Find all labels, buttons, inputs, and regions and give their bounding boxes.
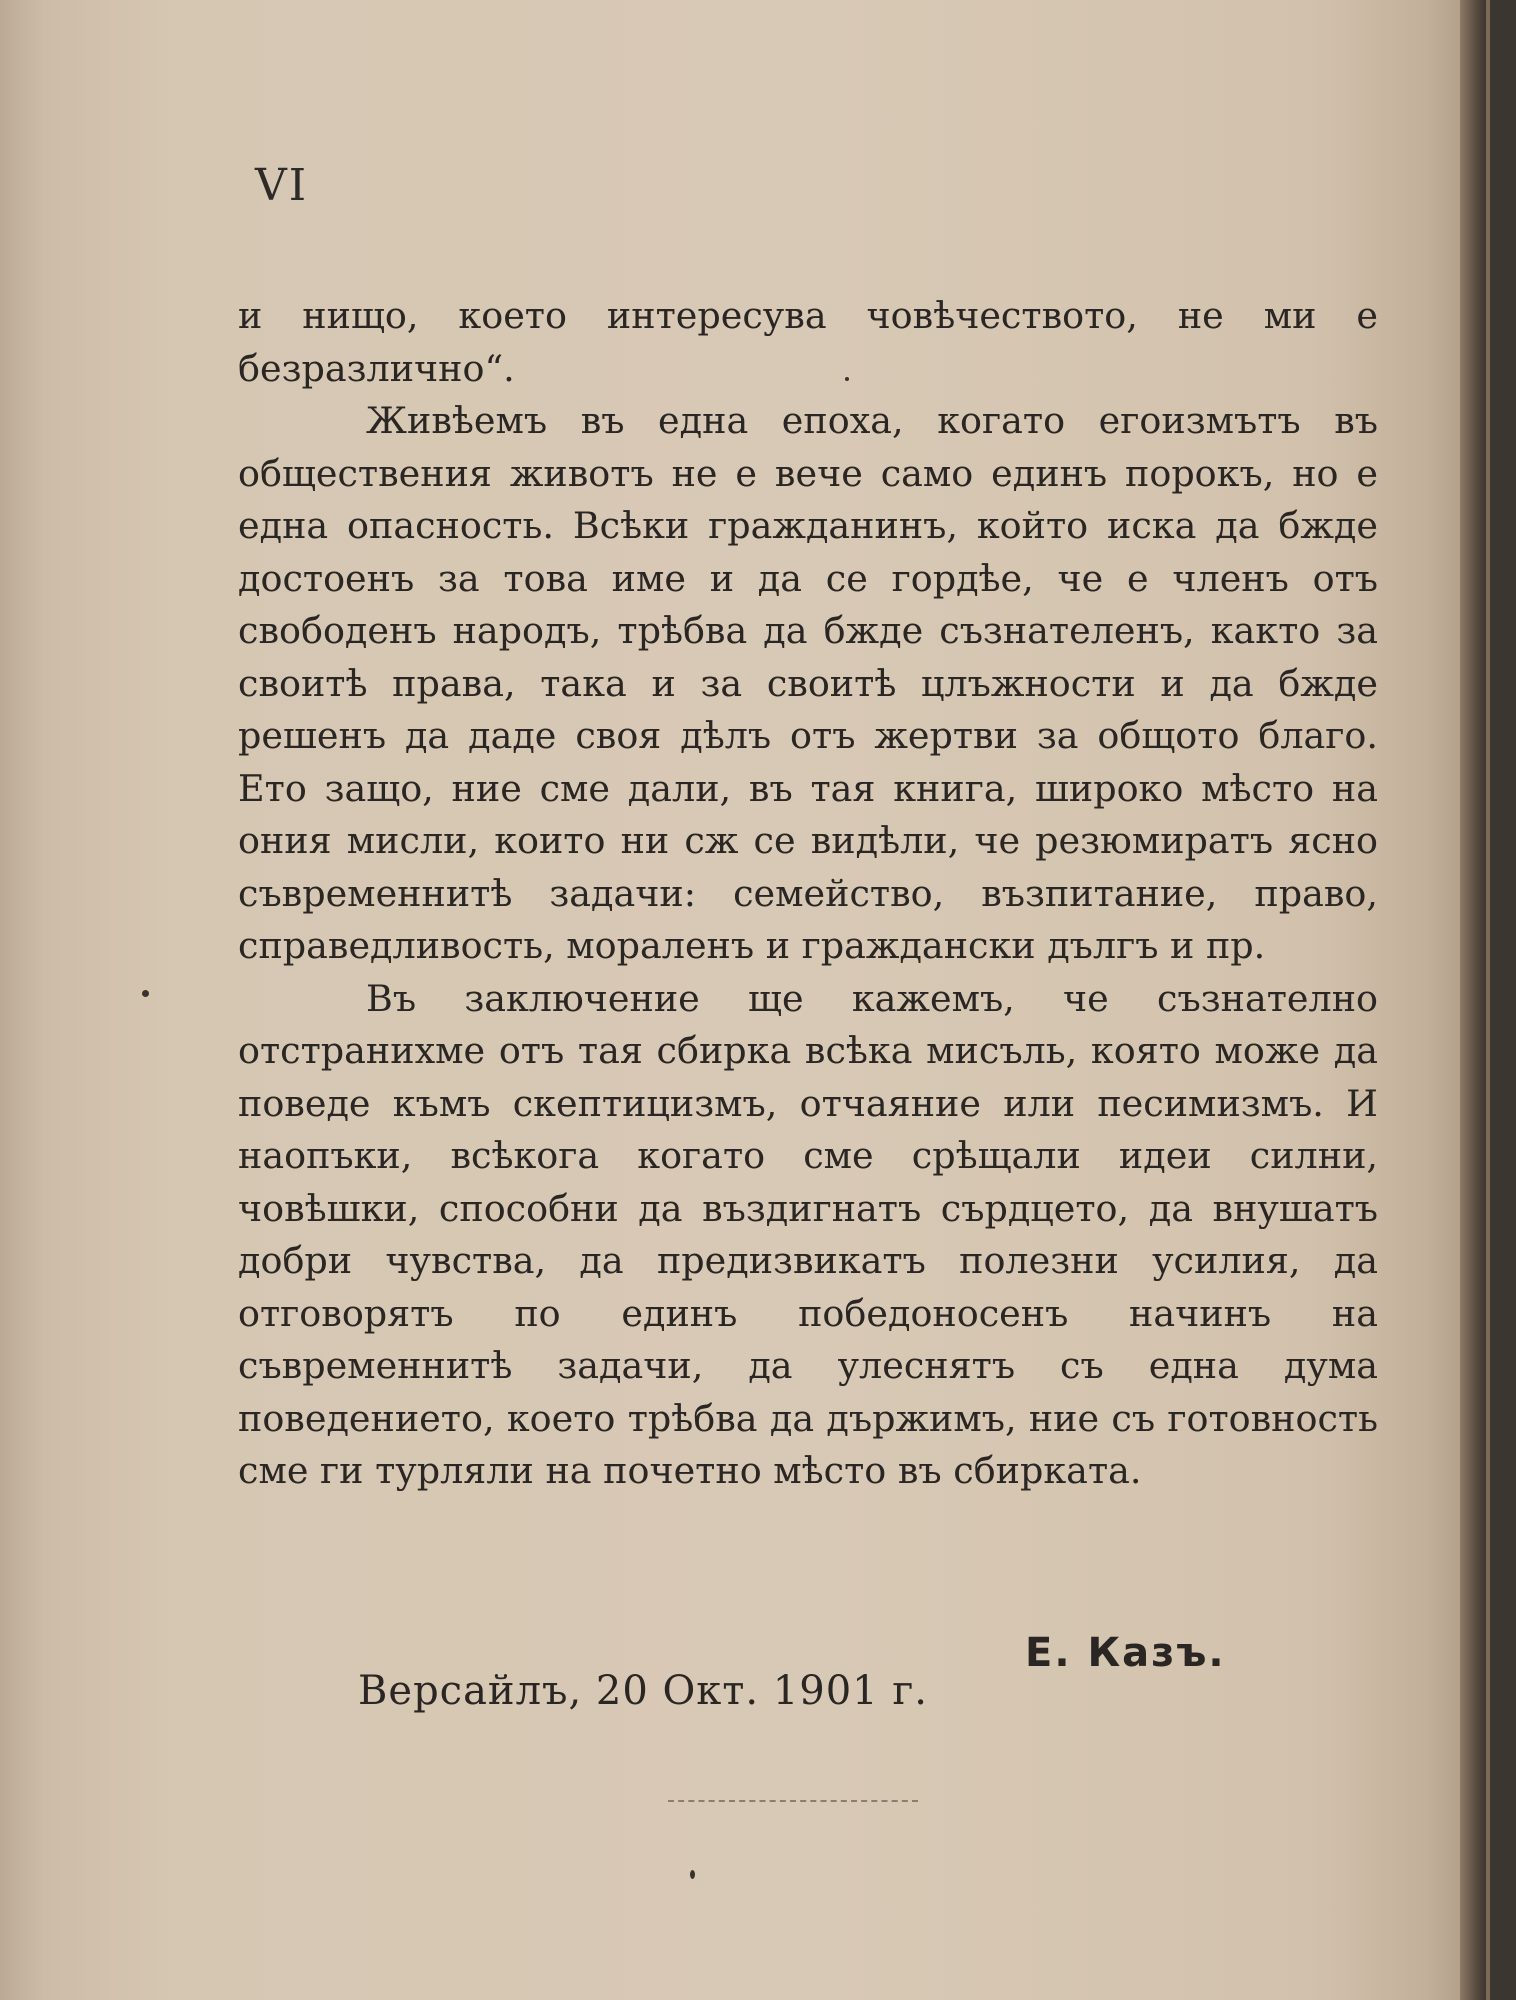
- ink-speck: [845, 377, 849, 381]
- paragraph: Въ заключение ще кажемъ, че съзнателно отстранихме отъ тая сбирка всѣка мисъль, която може да поведе къмъ скептицизмъ, отчаяние или песимизмъ. И наопъки, всѣкога когато сме срѣщали идеи силни, човѣшки, способни да въздигнатъ сърдцето, да внушатъ добри чувства, да предизвикатъ полезни усилия, да отговорятъ по единъ победоносенъ начинъ на съвременнитѣ задачи, да улеснятъ съ една дума поведението, което трѣбва да държимъ, ние съ готовность сме ги турляли на почетно мѣсто въ сбирката.: [238, 976, 1378, 1492]
- author-signature: Е. Казъ.: [1025, 1630, 1226, 1676]
- page-edge: [1460, 0, 1486, 2000]
- decorative-rule: [668, 1800, 918, 1802]
- place-date-line: Версайлъ, 20 Окт. 1901 г.: [358, 1668, 929, 1714]
- ink-speck: [690, 1870, 695, 1879]
- paragraph-continuation: и нищо, което интересува човѣчеството, не ми е безразлично“.: [238, 294, 1378, 390]
- body-text: [238, 290, 1378, 1498]
- page-number: VI: [255, 160, 309, 211]
- paragraph: Живѣемъ въ една епоха, когато егоизмътъ въ обществения животъ не е вече само единъ порокъ, но е една опасность. Всѣки гражданинъ, който иска да бжде достоенъ за това име и да се гордѣе, че е членъ отъ свободенъ народъ, трѣбва да бжде съзнателенъ, както за своитѣ права, така и за своитѣ цлъжности и да бжде решенъ да даде своя дѣлъ отъ жертви за общото благо. Ето защо, ние сме дали, въ тая книга, широко мѣсто на ония мисли, които ни сж се видѣли, че резюмиратъ ясно съвременнитѣ задачи: семейство, възпитание, право, справедливость, моралeнъ и граждански дългъ и пр.: [238, 399, 1378, 967]
- ink-speck: [142, 990, 149, 997]
